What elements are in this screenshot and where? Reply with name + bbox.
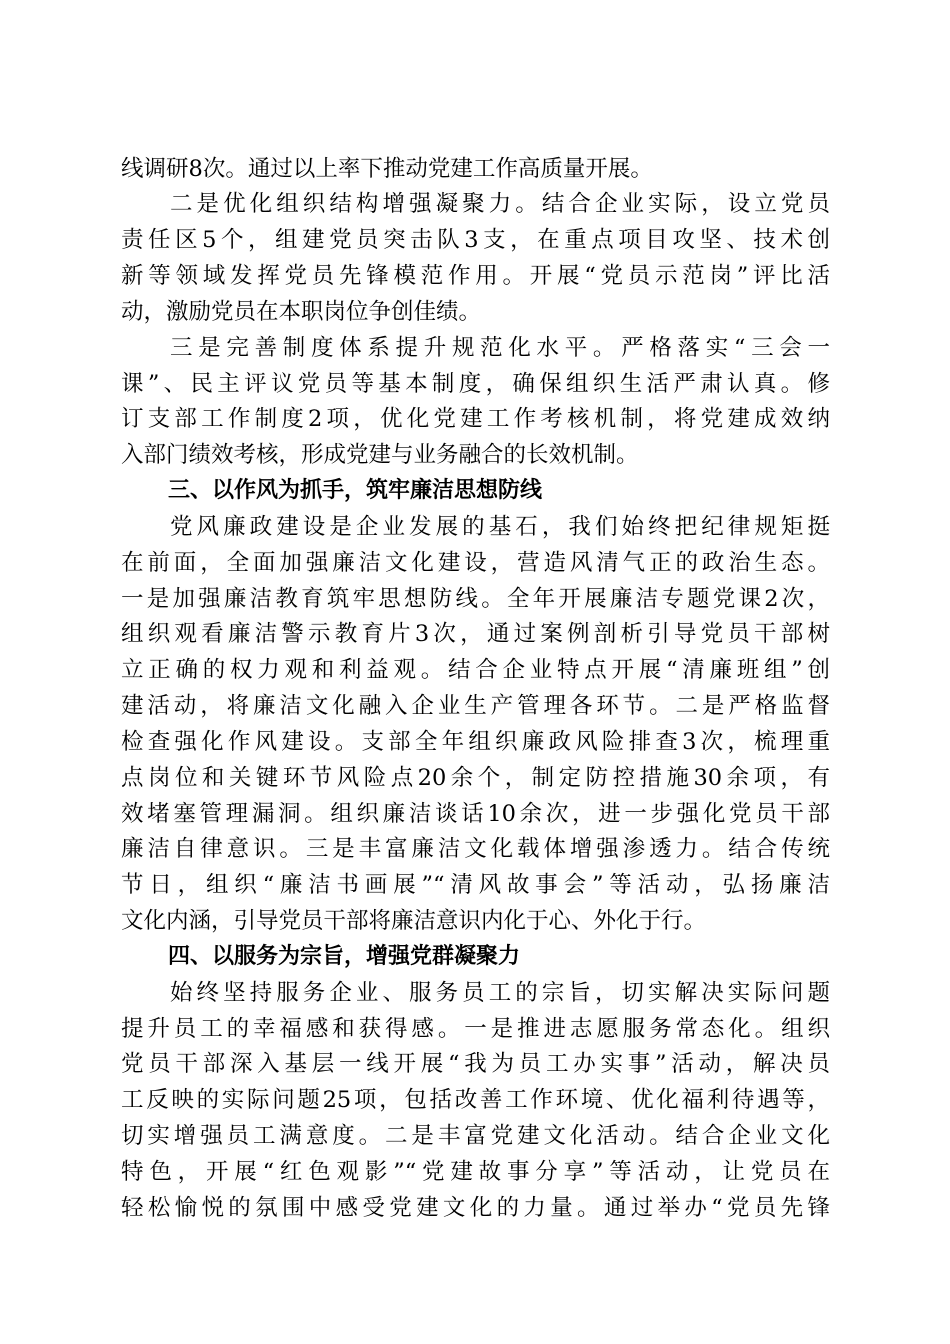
body-text-line: 提升员工的幸福感和获得感。一是推进志愿服务常态化。组织 <box>121 1016 830 1042</box>
paragraph-first-line: 始终坚持服务企业、服务员工的宗旨，切实解决实际问题 <box>170 980 830 1006</box>
body-text-line: 新等领域发挥党员先锋模范作用。开展“党员示范岗”评比活 <box>121 263 830 289</box>
body-text-line: 线调研8次。通过以上率下推动党建工作高质量开展。 <box>121 156 653 182</box>
body-text-line: 点岗位和关键环节风险点20余个，制定防控措施30余项，有 <box>121 765 830 791</box>
body-text-line: 在前面，全面加强廉洁文化建设，营造风清气正的政治生态。 <box>121 550 830 576</box>
body-text-line: 文化内涵，引导党员干部将廉洁意识内化于心、外化于行。 <box>121 908 707 934</box>
body-text-line: 订支部工作制度2项，优化党建工作考核机制，将党建成效纳 <box>121 406 830 432</box>
body-text-line: 特色，开展“红色观影”“党建故事分享”等活动，让党员在 <box>121 1159 830 1185</box>
paragraph-first-line: 三是完善制度体系提升规范化水平。严格落实“三会一 <box>170 335 830 361</box>
body-text-line: 动，激励党员在本职岗位争创佳绩。 <box>121 299 482 325</box>
section-heading: 三、以作风为抓手，筑牢廉洁思想防线 <box>168 478 543 503</box>
body-text-line: 廉洁自律意识。三是丰富廉洁文化载体增强渗透力。结合传统 <box>121 836 830 862</box>
body-text-line: 立正确的权力观和利益观。结合企业特点开展“清廉班组”创 <box>121 657 830 683</box>
body-text-line: 一是加强廉洁教育筑牢思想防线。全年开展廉洁专题党课2次， <box>121 586 830 612</box>
paragraph-first-line: 二是优化组织结构增强凝聚力。结合企业实际，设立党员 <box>170 191 830 217</box>
body-text-line: 效堵塞管理漏洞。组织廉洁谈话10余次，进一步强化党员干部 <box>121 801 830 827</box>
body-text-line: 党员干部深入基层一线开展“我为员工办实事”活动，解决员 <box>121 1051 830 1077</box>
body-text-line: 工反映的实际问题25项，包括改善工作环境、优化福利待遇等， <box>121 1087 830 1113</box>
body-text-line: 组织观看廉洁警示教育片3次，通过案例剖析引导党员干部树 <box>121 621 830 647</box>
body-text-line: 建活动，将廉洁文化融入企业生产管理各环节。二是严格监督 <box>121 693 830 719</box>
section-heading: 四、以服务为宗旨，增强党群凝聚力 <box>168 944 521 969</box>
body-text-line: 入部门绩效考核，形成党建与业务融合的长效机制。 <box>121 442 639 468</box>
body-text-line: 节日，组织“廉洁书画展”“清风故事会”等活动，弘扬廉洁 <box>121 872 830 898</box>
body-text-line: 课”、民主评议党员等基本制度，确保组织生活严肃认真。修 <box>121 371 830 397</box>
body-text-line: 轻松愉悦的氛围中感受党建文化的力量。通过举办“党员先锋 <box>121 1195 830 1221</box>
paragraph-first-line: 党风廉政建设是企业发展的基石，我们始终把纪律规矩挺 <box>170 514 830 540</box>
body-text-line: 切实增强员工满意度。二是丰富党建文化活动。结合企业文化 <box>121 1123 830 1149</box>
body-text-line: 检查强化作风建设。支部全年组织廉政风险排查3次，梳理重 <box>121 729 830 755</box>
body-text-line: 责任区5个，组建党员突击队3支，在重点项目攻坚、技术创 <box>121 227 830 253</box>
